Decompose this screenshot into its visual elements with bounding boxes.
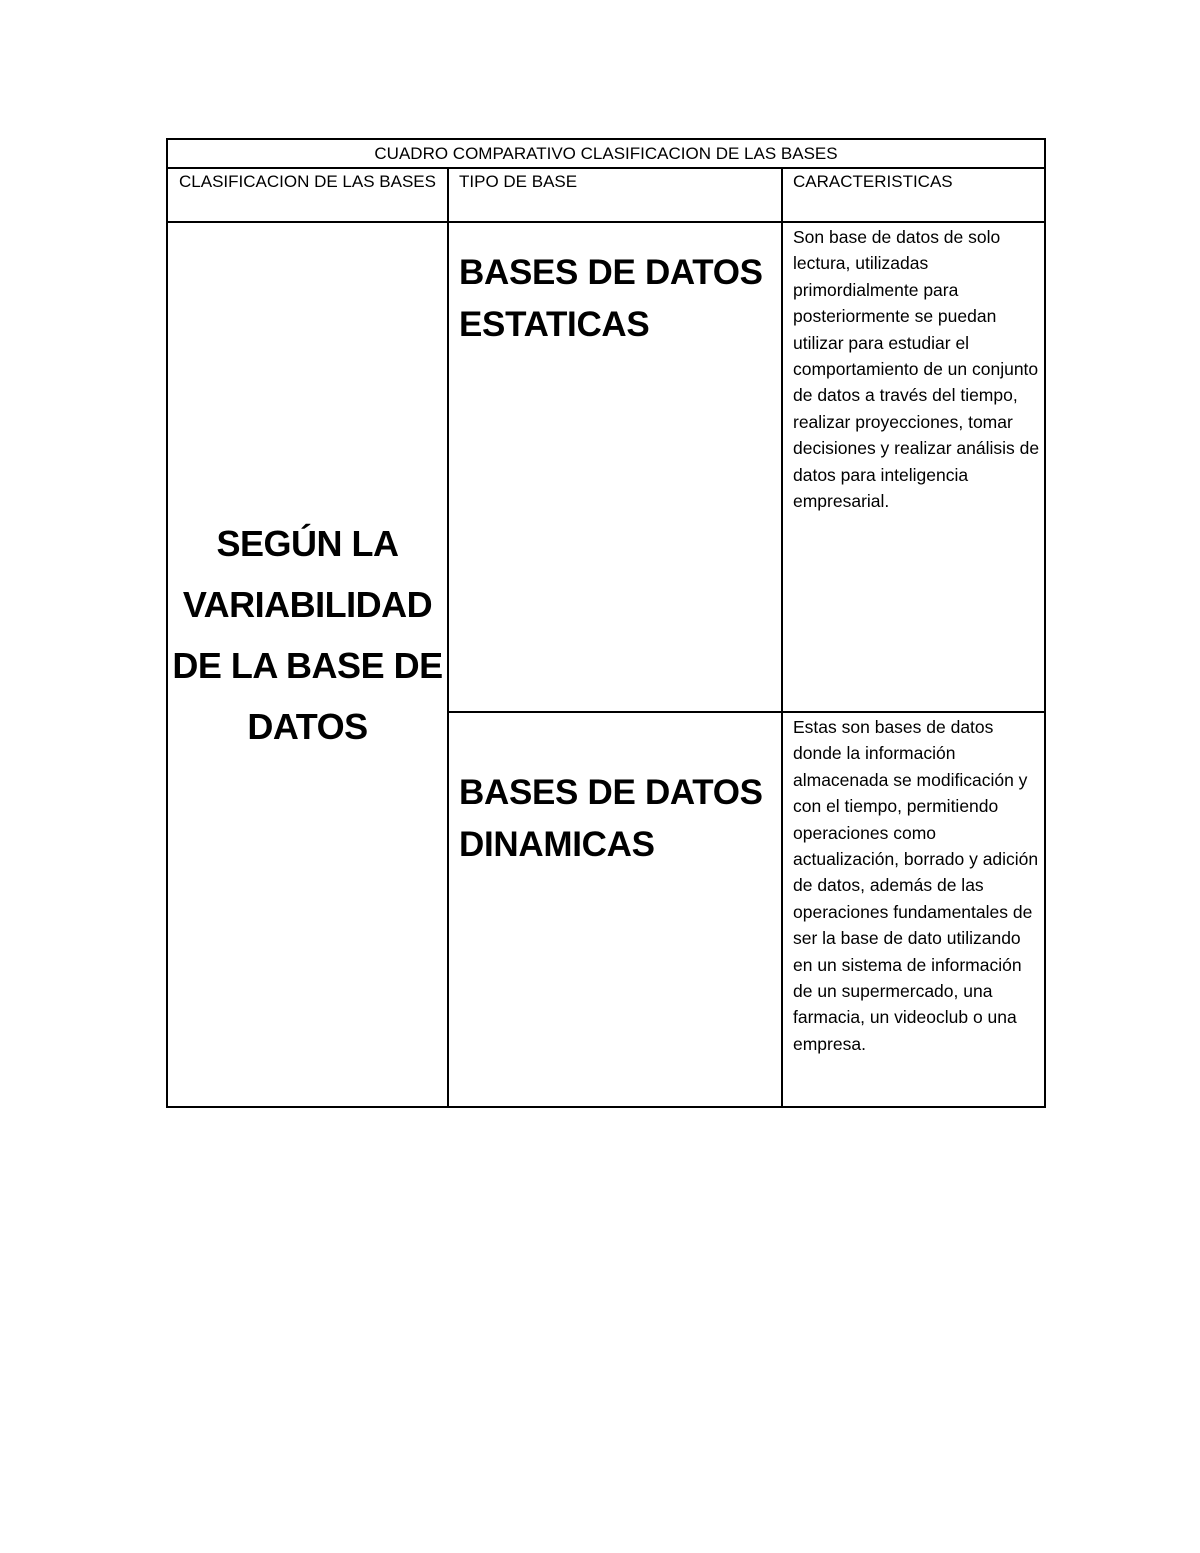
classification-cell — [167, 222, 448, 1107]
header-tipo: TIPO DE BASE — [448, 168, 782, 222]
type-cell-dynamic — [448, 712, 782, 1107]
type-cell-static — [448, 222, 782, 712]
table-header-row — [167, 168, 1045, 222]
header-clasificacion: CLASIFICACION DE LAS BASES — [167, 168, 448, 222]
comparison-table — [166, 138, 1046, 1108]
type-label-dynamic: BASES DE DATOS DINAMICAS — [459, 773, 763, 864]
classification-label: SEGÚN LA VARIABILIDAD DE LA BASE DE DATOS — [172, 522, 443, 747]
desc-cell-dynamic: Estas son bases de datos donde la información almacenada se modificación y con el tiempo, permitiendo operaciones como actualización, borrado y adición de datos, además de las operaciones fundamentales de ser la base de dato utilizando en un sistema de información de un supermercado, una farmacia, un videoclub o una empresa. — [782, 712, 1045, 1107]
desc-cell-static: Son base de datos de solo lectura, utilizadas primordialmente para posteriormente se puedan utilizar para estudiar el comportamiento de un conjunto de datos a través del tiempo, realizar proyecciones, tomar decisiones y realizar análisis de datos para inteligencia empresarial. — [782, 222, 1045, 712]
type-label-static: BASES DE DATOS ESTATICAS — [459, 253, 763, 344]
header-caracteristicas: CARACTERISTICAS — [782, 168, 1045, 222]
table-row — [167, 222, 1045, 712]
table-title-row — [167, 139, 1045, 168]
table-title: CUADRO COMPARATIVO CLASIFICACION DE LAS BASES — [167, 139, 1045, 168]
